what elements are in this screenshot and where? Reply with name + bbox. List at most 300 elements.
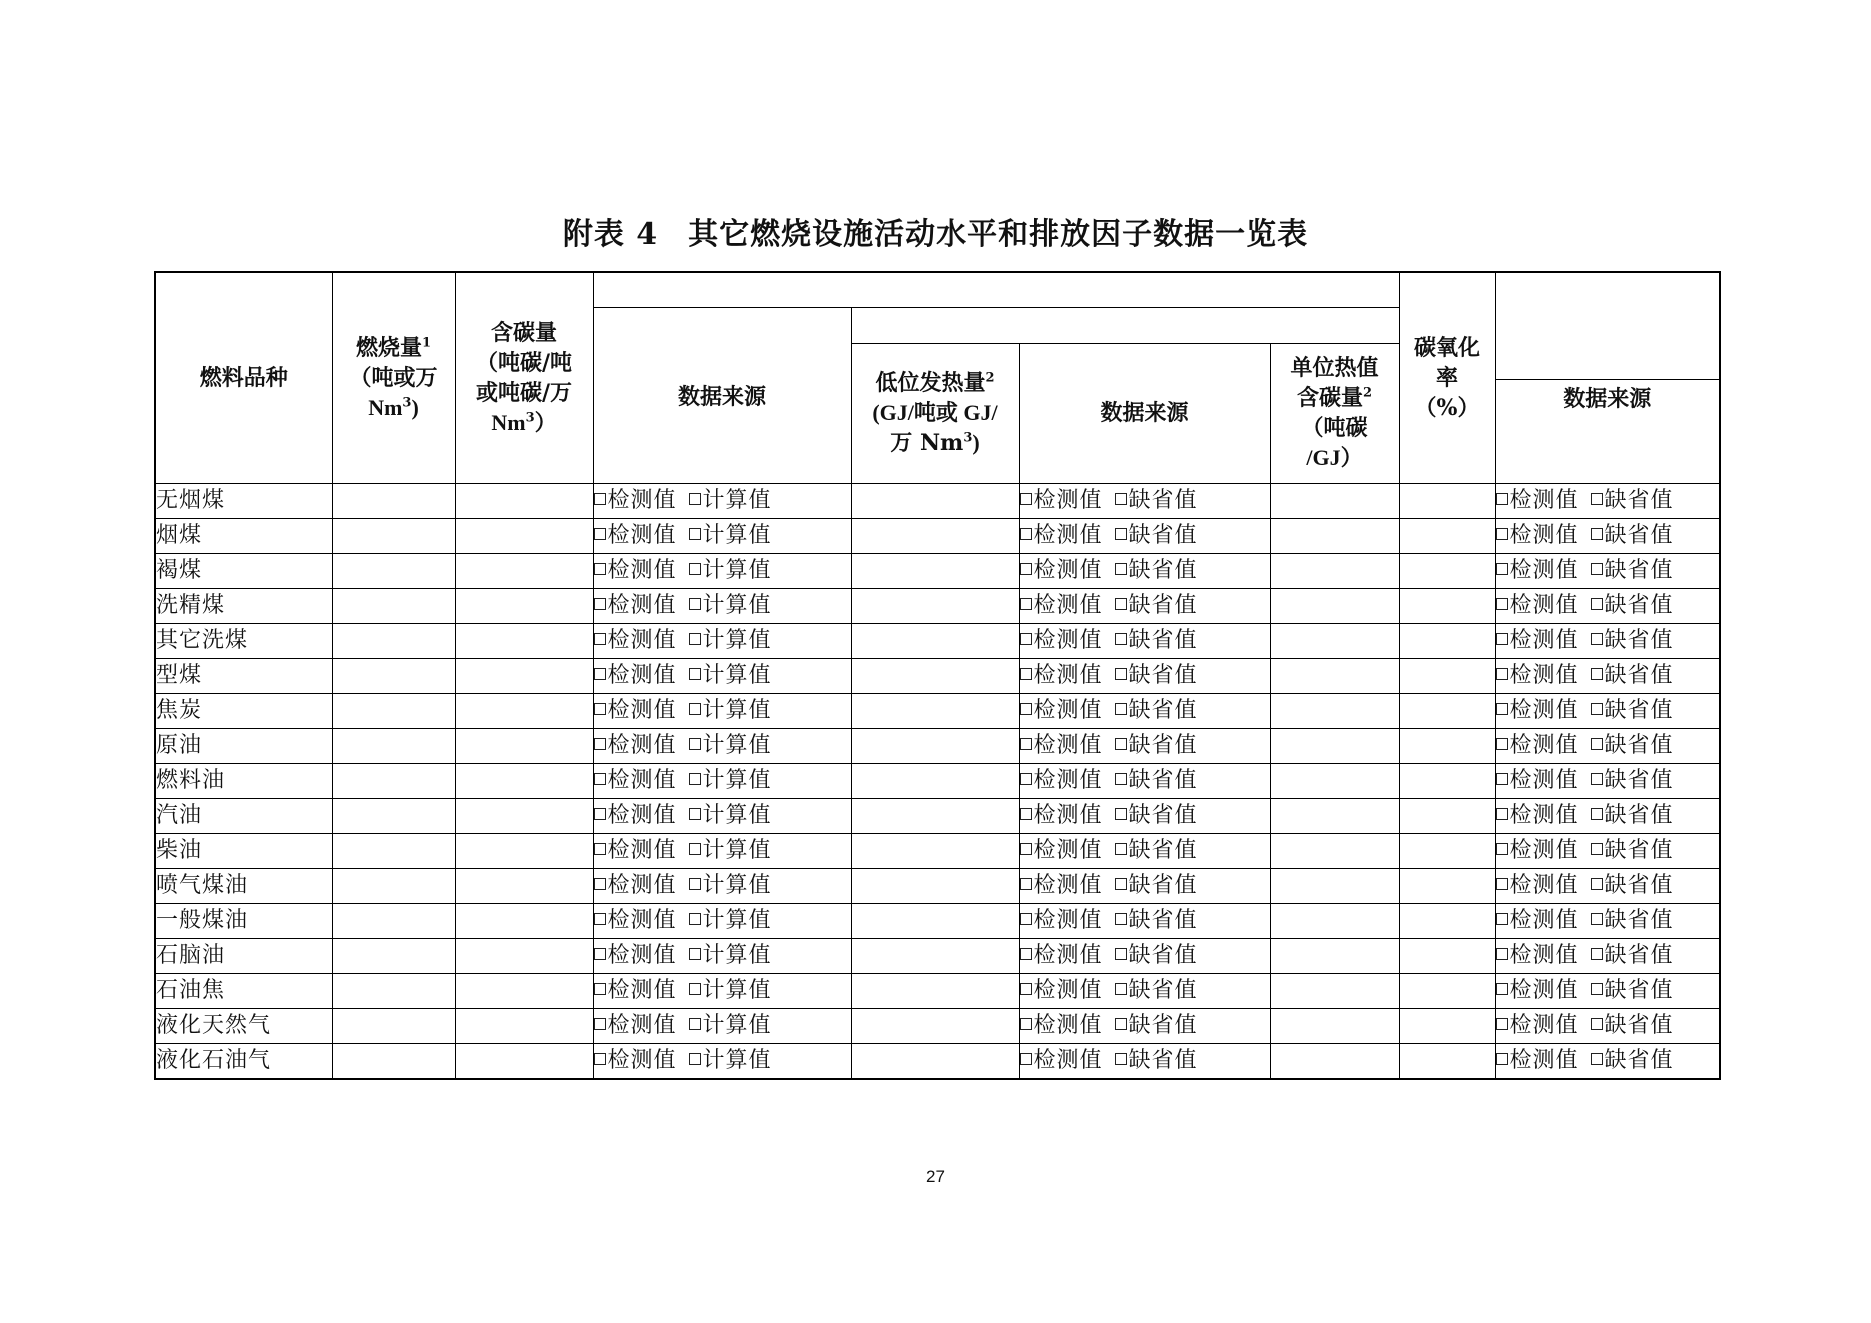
checkbox-square-icon[interactable]: [689, 808, 701, 820]
checkbox-square-icon[interactable]: [594, 808, 606, 820]
oxidation-rate-cell[interactable]: [1399, 1043, 1495, 1079]
checkbox-square-icon[interactable]: [594, 1053, 606, 1065]
checkbox-square-icon[interactable]: [689, 1053, 701, 1065]
checkbox-option[interactable]: [1496, 873, 1579, 898]
combustion-amount-cell[interactable]: [332, 903, 455, 938]
cc-per-heat-cell[interactable]: [1270, 693, 1399, 728]
checkbox-option[interactable]: [594, 943, 677, 968]
checkbox-option[interactable]: [689, 1013, 772, 1038]
checkbox-square-icon[interactable]: [1496, 1018, 1508, 1030]
checkbox-option[interactable]: [689, 663, 772, 688]
checkbox-option[interactable]: [1496, 1013, 1579, 1038]
fuel-name-cell: 液化天然气: [155, 1008, 332, 1043]
oxidation-rate-cell[interactable]: [1399, 693, 1495, 728]
oxidation-rate-cell[interactable]: [1399, 518, 1495, 553]
checkbox-option[interactable]: [594, 698, 677, 723]
checkbox-square-icon[interactable]: [1020, 668, 1032, 680]
checkbox-square-icon[interactable]: [1496, 738, 1508, 750]
ncv-cell[interactable]: [851, 798, 1019, 833]
checkbox-option[interactable]: [1020, 488, 1103, 513]
checkbox-square-icon[interactable]: [689, 913, 701, 925]
checkbox-square-icon[interactable]: [594, 493, 606, 505]
cc-per-heat-cell[interactable]: [1270, 623, 1399, 658]
checkbox-option[interactable]: [1591, 488, 1674, 513]
checkbox-square-icon[interactable]: [689, 983, 701, 995]
ncv-cell[interactable]: [851, 588, 1019, 623]
checkbox-square-icon[interactable]: [689, 598, 701, 610]
oxidation-rate-cell[interactable]: [1399, 1008, 1495, 1043]
combustion-amount-cell[interactable]: [332, 518, 455, 553]
checkbox-option[interactable]: [1496, 943, 1579, 968]
checkbox-square-icon[interactable]: [689, 773, 701, 785]
ncv-cell[interactable]: [851, 553, 1019, 588]
oxidation-rate-cell[interactable]: [1399, 483, 1495, 518]
checkbox-option[interactable]: [1591, 978, 1674, 1003]
checkbox-option[interactable]: [1496, 978, 1579, 1003]
checkbox-square-icon[interactable]: [1496, 703, 1508, 715]
checkbox-square-icon[interactable]: [1591, 598, 1603, 610]
cc-per-heat-cell[interactable]: [1270, 938, 1399, 973]
checkbox-option[interactable]: [1591, 663, 1674, 688]
checkbox-square-icon[interactable]: [594, 563, 606, 575]
checkbox-option[interactable]: [1591, 768, 1674, 793]
checkbox-square-icon[interactable]: [689, 563, 701, 575]
checkbox-square-icon[interactable]: [594, 913, 606, 925]
ncv-cell[interactable]: [851, 693, 1019, 728]
checkbox-label: 缺省值: [1128, 942, 1198, 968]
checkbox-label: 检测值: [1509, 662, 1579, 688]
cc-per-heat-cell[interactable]: [1270, 553, 1399, 588]
cc-per-heat-cell[interactable]: [1270, 728, 1399, 763]
ncv-cell[interactable]: [851, 973, 1019, 1008]
checkbox-square-icon[interactable]: [1020, 843, 1032, 855]
checkbox-option[interactable]: [1020, 698, 1103, 723]
checkbox-option[interactable]: [1020, 1048, 1103, 1073]
oxidation-rate-cell[interactable]: [1399, 798, 1495, 833]
checkbox-option[interactable]: [594, 523, 677, 548]
checkbox-square-icon[interactable]: [1115, 598, 1127, 610]
oxidation-rate-cell[interactable]: [1399, 903, 1495, 938]
checkbox-square-icon[interactable]: [1496, 878, 1508, 890]
carbon-content-cell[interactable]: [455, 483, 593, 518]
carbon-content-cell[interactable]: [455, 868, 593, 903]
checkbox-option[interactable]: [1020, 663, 1103, 688]
checkbox-option[interactable]: [1591, 628, 1674, 653]
carbon-content-cell[interactable]: [455, 833, 593, 868]
checkbox-square-icon[interactable]: [1115, 563, 1127, 575]
checkbox-option[interactable]: [594, 978, 677, 1003]
carbon-content-cell[interactable]: [455, 763, 593, 798]
combustion-amount-cell[interactable]: [332, 1008, 455, 1043]
checkbox-label: 检测值: [607, 872, 677, 898]
checkbox-option[interactable]: [1115, 733, 1198, 758]
carbon-content-source-cell: [593, 798, 851, 833]
checkbox-option[interactable]: [1496, 803, 1579, 828]
checkbox-option[interactable]: [689, 873, 772, 898]
checkbox-square-icon[interactable]: [1115, 878, 1127, 890]
checkbox-square-icon[interactable]: [1115, 1053, 1127, 1065]
checkbox-square-icon[interactable]: [594, 1018, 606, 1030]
checkbox-option[interactable]: [1115, 1048, 1198, 1073]
ncv-cell[interactable]: [851, 1008, 1019, 1043]
checkbox-square-icon[interactable]: [1020, 808, 1032, 820]
checkbox-option[interactable]: [1020, 838, 1103, 863]
carbon-content-cell[interactable]: [455, 938, 593, 973]
checkbox-square-icon[interactable]: [1496, 843, 1508, 855]
checkbox-option[interactable]: [1591, 698, 1674, 723]
checkbox-square-icon[interactable]: [1115, 843, 1127, 855]
oxidation-rate-cell[interactable]: [1399, 973, 1495, 1008]
checkbox-option[interactable]: [689, 838, 772, 863]
checkbox-option[interactable]: [689, 628, 772, 653]
checkbox-option[interactable]: [594, 803, 677, 828]
checkbox-square-icon[interactable]: [689, 948, 701, 960]
checkbox-option[interactable]: [689, 768, 772, 793]
checkbox-square-icon[interactable]: [1591, 913, 1603, 925]
checkbox-square-icon[interactable]: [1020, 493, 1032, 505]
checkbox-square-icon[interactable]: [1591, 703, 1603, 715]
checkbox-option[interactable]: [594, 663, 677, 688]
checkbox-square-icon[interactable]: [1591, 948, 1603, 960]
carbon-content-cell[interactable]: [455, 728, 593, 763]
checkbox-label: 检测值: [607, 1012, 677, 1038]
checkbox-square-icon[interactable]: [1591, 563, 1603, 575]
checkbox-option[interactable]: [1496, 593, 1579, 618]
oxidation-rate-cell[interactable]: [1399, 868, 1495, 903]
cc-per-heat-cell[interactable]: [1270, 1043, 1399, 1079]
checkbox-square-icon[interactable]: [1115, 773, 1127, 785]
checkbox-option[interactable]: [1115, 523, 1198, 548]
cc-per-heat-cell[interactable]: [1270, 483, 1399, 518]
checkbox-option[interactable]: [594, 593, 677, 618]
checkbox-square-icon[interactable]: [1020, 703, 1032, 715]
checkbox-option[interactable]: [1115, 628, 1198, 653]
checkbox-square-icon[interactable]: [1115, 633, 1127, 645]
checkbox-square-icon[interactable]: [1591, 1018, 1603, 1030]
checkbox-square-icon[interactable]: [1496, 948, 1508, 960]
checkbox-square-icon[interactable]: [689, 738, 701, 750]
ncv-cell[interactable]: [851, 623, 1019, 658]
cc-per-heat-cell[interactable]: [1270, 763, 1399, 798]
checkbox-option[interactable]: [1496, 733, 1579, 758]
checkbox-option[interactable]: [1020, 1013, 1103, 1038]
carbon-content-cell[interactable]: [455, 1008, 593, 1043]
oxidation-rate-cell[interactable]: [1399, 728, 1495, 763]
header-oxidation-rate: [1399, 272, 1495, 483]
table-row: [155, 693, 1720, 728]
checkbox-square-icon[interactable]: [1115, 948, 1127, 960]
checkbox-option[interactable]: [1496, 698, 1579, 723]
checkbox-option[interactable]: [1496, 908, 1579, 933]
checkbox-square-icon[interactable]: [594, 668, 606, 680]
checkbox-option[interactable]: [689, 593, 772, 618]
checkbox-square-icon[interactable]: [1591, 668, 1603, 680]
checkbox-option[interactable]: [689, 698, 772, 723]
carbon-content-cell[interactable]: [455, 798, 593, 833]
cc-per-heat-cell[interactable]: [1270, 903, 1399, 938]
checkbox-square-icon[interactable]: [1591, 528, 1603, 540]
cc-per-heat-cell[interactable]: [1270, 658, 1399, 693]
cc-per-heat-cell[interactable]: [1270, 798, 1399, 833]
checkbox-square-icon[interactable]: [1496, 528, 1508, 540]
checkbox-square-icon[interactable]: [1591, 493, 1603, 505]
checkbox-option[interactable]: [1020, 558, 1103, 583]
checkbox-option[interactable]: [1020, 628, 1103, 653]
cc-per-heat-cell[interactable]: [1270, 833, 1399, 868]
checkbox-square-icon[interactable]: [689, 633, 701, 645]
checkbox-square-icon[interactable]: [1020, 563, 1032, 575]
checkbox-option[interactable]: [1020, 733, 1103, 758]
oxidation-rate-cell[interactable]: [1399, 938, 1495, 973]
checkbox-label: 计算值: [702, 557, 772, 583]
checkbox-square-icon[interactable]: [1496, 668, 1508, 680]
combustion-amount-cell[interactable]: [332, 553, 455, 588]
carbon-content-cell[interactable]: [455, 903, 593, 938]
carbon-content-cell[interactable]: [455, 693, 593, 728]
combustion-amount-cell[interactable]: [332, 588, 455, 623]
checkbox-option[interactable]: [1591, 1048, 1674, 1073]
oxidation-rate-cell[interactable]: [1399, 658, 1495, 693]
checkbox-square-icon[interactable]: [594, 878, 606, 890]
checkbox-square-icon[interactable]: [1591, 808, 1603, 820]
carbon-content-cell[interactable]: [455, 518, 593, 553]
checkbox-option[interactable]: [689, 908, 772, 933]
combustion-amount-cell[interactable]: [332, 1043, 455, 1079]
checkbox-option[interactable]: [594, 768, 677, 793]
checkbox-option[interactable]: [1496, 523, 1579, 548]
checkbox-option[interactable]: [689, 733, 772, 758]
checkbox-square-icon[interactable]: [594, 843, 606, 855]
checkbox-square-icon[interactable]: [594, 983, 606, 995]
oxidation-rate-cell[interactable]: [1399, 553, 1495, 588]
checkbox-option[interactable]: [1115, 873, 1198, 898]
checkbox-option[interactable]: [1496, 558, 1579, 583]
checkbox-option[interactable]: [689, 978, 772, 1003]
checkbox-square-icon[interactable]: [1020, 598, 1032, 610]
ncv-cell[interactable]: [851, 518, 1019, 553]
combustion-amount-cell[interactable]: [332, 938, 455, 973]
checkbox-option[interactable]: [1020, 908, 1103, 933]
checkbox-square-icon[interactable]: [1115, 528, 1127, 540]
checkbox-square-icon[interactable]: [1591, 633, 1603, 645]
checkbox-option[interactable]: [1020, 978, 1103, 1003]
checkbox-option[interactable]: [1496, 768, 1579, 793]
ncv-cell[interactable]: [851, 833, 1019, 868]
checkbox-square-icon[interactable]: [1591, 843, 1603, 855]
checkbox-option[interactable]: [1591, 1013, 1674, 1038]
checkbox-square-icon[interactable]: [1496, 563, 1508, 575]
cc-per-heat-cell[interactable]: [1270, 588, 1399, 623]
combustion-amount-cell[interactable]: [332, 868, 455, 903]
checkbox-option[interactable]: [1591, 593, 1674, 618]
cc-per-heat-cell[interactable]: [1270, 518, 1399, 553]
checkbox-square-icon[interactable]: [1020, 948, 1032, 960]
combustion-amount-cell[interactable]: [332, 728, 455, 763]
checkbox-square-icon[interactable]: [1115, 983, 1127, 995]
combustion-amount-cell[interactable]: [332, 763, 455, 798]
carbon-content-cell[interactable]: [455, 623, 593, 658]
checkbox-square-icon[interactable]: [1115, 493, 1127, 505]
checkbox-option[interactable]: [1020, 803, 1103, 828]
checkbox-option[interactable]: [594, 558, 677, 583]
checkbox-square-icon[interactable]: [689, 528, 701, 540]
checkbox-square-icon[interactable]: [1020, 633, 1032, 645]
checkbox-option[interactable]: [1591, 523, 1674, 548]
checkbox-option[interactable]: [1115, 663, 1198, 688]
checkbox-option[interactable]: [594, 488, 677, 513]
carbon-content-cell[interactable]: [455, 973, 593, 1008]
oxidation-rate-cell[interactable]: [1399, 623, 1495, 658]
oxidation-rate-cell[interactable]: [1399, 763, 1495, 798]
checkbox-option[interactable]: [1591, 908, 1674, 933]
checkbox-option[interactable]: [1115, 488, 1198, 513]
checkbox-option[interactable]: [594, 1048, 677, 1073]
checkbox-square-icon[interactable]: [1115, 808, 1127, 820]
combustion-amount-cell[interactable]: [332, 798, 455, 833]
combustion-amount-cell[interactable]: [332, 833, 455, 868]
checkbox-option[interactable]: [1020, 873, 1103, 898]
checkbox-option[interactable]: [1115, 908, 1198, 933]
checkbox-option[interactable]: [594, 908, 677, 933]
checkbox-option[interactable]: [1020, 593, 1103, 618]
checkbox-square-icon[interactable]: [594, 528, 606, 540]
checkbox-square-icon[interactable]: [1496, 808, 1508, 820]
checkbox-square-icon[interactable]: [1591, 773, 1603, 785]
cc-per-heat-cell[interactable]: [1270, 868, 1399, 903]
checkbox-option[interactable]: [594, 733, 677, 758]
ncv-cell[interactable]: [851, 868, 1019, 903]
ncv-cell[interactable]: [851, 658, 1019, 693]
combustion-amount-cell[interactable]: [332, 693, 455, 728]
checkbox-square-icon[interactable]: [1020, 738, 1032, 750]
checkbox-option[interactable]: [1591, 838, 1674, 863]
combustion-amount-cell[interactable]: [332, 623, 455, 658]
checkbox-square-icon[interactable]: [689, 703, 701, 715]
oxidation-rate-cell[interactable]: [1399, 588, 1495, 623]
checkbox-option[interactable]: [1496, 663, 1579, 688]
checkbox-square-icon[interactable]: [1591, 983, 1603, 995]
checkbox-square-icon[interactable]: [1020, 773, 1032, 785]
checkbox-option[interactable]: [594, 1013, 677, 1038]
checkbox-square-icon[interactable]: [1591, 878, 1603, 890]
checkbox-square-icon[interactable]: [1496, 983, 1508, 995]
carbon-content-cell[interactable]: [455, 553, 593, 588]
checkbox-square-icon[interactable]: [594, 633, 606, 645]
oxidation-rate-cell[interactable]: [1399, 833, 1495, 868]
checkbox-square-icon[interactable]: [594, 948, 606, 960]
checkbox-square-icon[interactable]: [594, 738, 606, 750]
ncv-cell[interactable]: [851, 938, 1019, 973]
checkbox-option[interactable]: [689, 523, 772, 548]
checkbox-option[interactable]: [689, 488, 772, 513]
checkbox-option[interactable]: [1115, 943, 1198, 968]
checkbox-label: 计算值: [702, 697, 772, 723]
checkbox-option[interactable]: [1496, 1048, 1579, 1073]
checkbox-square-icon[interactable]: [1115, 913, 1127, 925]
checkbox-option[interactable]: [689, 558, 772, 583]
checkbox-option[interactable]: [594, 838, 677, 863]
checkbox-square-icon[interactable]: [1115, 703, 1127, 715]
checkbox-square-icon[interactable]: [1591, 1053, 1603, 1065]
checkbox-square-icon[interactable]: [1020, 983, 1032, 995]
checkbox-option[interactable]: [689, 943, 772, 968]
checkbox-square-icon[interactable]: [689, 668, 701, 680]
carbon-content-cell[interactable]: [455, 588, 593, 623]
checkbox-option[interactable]: [1115, 593, 1198, 618]
checkbox-square-icon[interactable]: [1115, 1018, 1127, 1030]
checkbox-option[interactable]: [1591, 873, 1674, 898]
checkbox-square-icon[interactable]: [1020, 913, 1032, 925]
checkbox-option[interactable]: [1115, 838, 1198, 863]
ncv-cell[interactable]: [851, 1043, 1019, 1079]
carbon-content-cell[interactable]: [455, 1043, 593, 1079]
checkbox-option[interactable]: [1115, 698, 1198, 723]
checkbox-square-icon[interactable]: [1496, 493, 1508, 505]
checkbox-square-icon[interactable]: [594, 598, 606, 610]
checkbox-square-icon[interactable]: [1496, 773, 1508, 785]
checkbox-option[interactable]: [1591, 803, 1674, 828]
checkbox-square-icon[interactable]: [1496, 598, 1508, 610]
checkbox-square-icon[interactable]: [689, 843, 701, 855]
checkbox-option[interactable]: [1496, 838, 1579, 863]
checkbox-option[interactable]: [1020, 523, 1103, 548]
checkbox-square-icon[interactable]: [1020, 878, 1032, 890]
checkbox-option[interactable]: [594, 628, 677, 653]
checkbox-square-icon[interactable]: [1020, 1018, 1032, 1030]
checkbox-option[interactable]: [689, 803, 772, 828]
combustion-amount-cell[interactable]: [332, 973, 455, 1008]
checkbox-option[interactable]: [1115, 768, 1198, 793]
carbon-content-cell[interactable]: [455, 658, 593, 693]
checkbox-square-icon[interactable]: [689, 493, 701, 505]
checkbox-option[interactable]: [1020, 768, 1103, 793]
combustion-amount-cell[interactable]: [332, 483, 455, 518]
checkbox-option[interactable]: [1496, 628, 1579, 653]
checkbox-square-icon[interactable]: [1020, 528, 1032, 540]
combustion-amount-cell[interactable]: [332, 658, 455, 693]
checkbox-option[interactable]: [594, 873, 677, 898]
cc-per-heat-cell[interactable]: [1270, 1008, 1399, 1043]
checkbox-option[interactable]: [1496, 488, 1579, 513]
checkbox-option[interactable]: [1591, 943, 1674, 968]
checkbox-square-icon[interactable]: [689, 878, 701, 890]
checkbox-option[interactable]: [1115, 1013, 1198, 1038]
checkbox-option[interactable]: [1115, 558, 1198, 583]
ncv-cell[interactable]: [851, 728, 1019, 763]
checkbox-square-icon[interactable]: [1115, 738, 1127, 750]
checkbox-square-icon[interactable]: [1591, 738, 1603, 750]
cc-per-heat-cell[interactable]: [1270, 973, 1399, 1008]
checkbox-option[interactable]: [689, 1048, 772, 1073]
checkbox-square-icon[interactable]: [1115, 668, 1127, 680]
checkbox-square-icon[interactable]: [689, 1018, 701, 1030]
checkbox-option[interactable]: [1020, 943, 1103, 968]
checkbox-square-icon[interactable]: [1020, 1053, 1032, 1065]
checkbox-square-icon[interactable]: [1496, 1053, 1508, 1065]
checkbox-option[interactable]: [1115, 978, 1198, 1003]
checkbox-option[interactable]: [1115, 803, 1198, 828]
checkbox-square-icon[interactable]: [1496, 913, 1508, 925]
checkbox-square-icon[interactable]: [1496, 633, 1508, 645]
checkbox-option[interactable]: [1591, 558, 1674, 583]
checkbox-square-icon[interactable]: [594, 703, 606, 715]
ncv-cell[interactable]: [851, 483, 1019, 518]
checkbox-label: 检测值: [607, 907, 677, 933]
checkbox-option[interactable]: [1591, 733, 1674, 758]
ncv-cell[interactable]: [851, 763, 1019, 798]
checkbox-square-icon[interactable]: [594, 773, 606, 785]
ncv-cell[interactable]: [851, 903, 1019, 938]
